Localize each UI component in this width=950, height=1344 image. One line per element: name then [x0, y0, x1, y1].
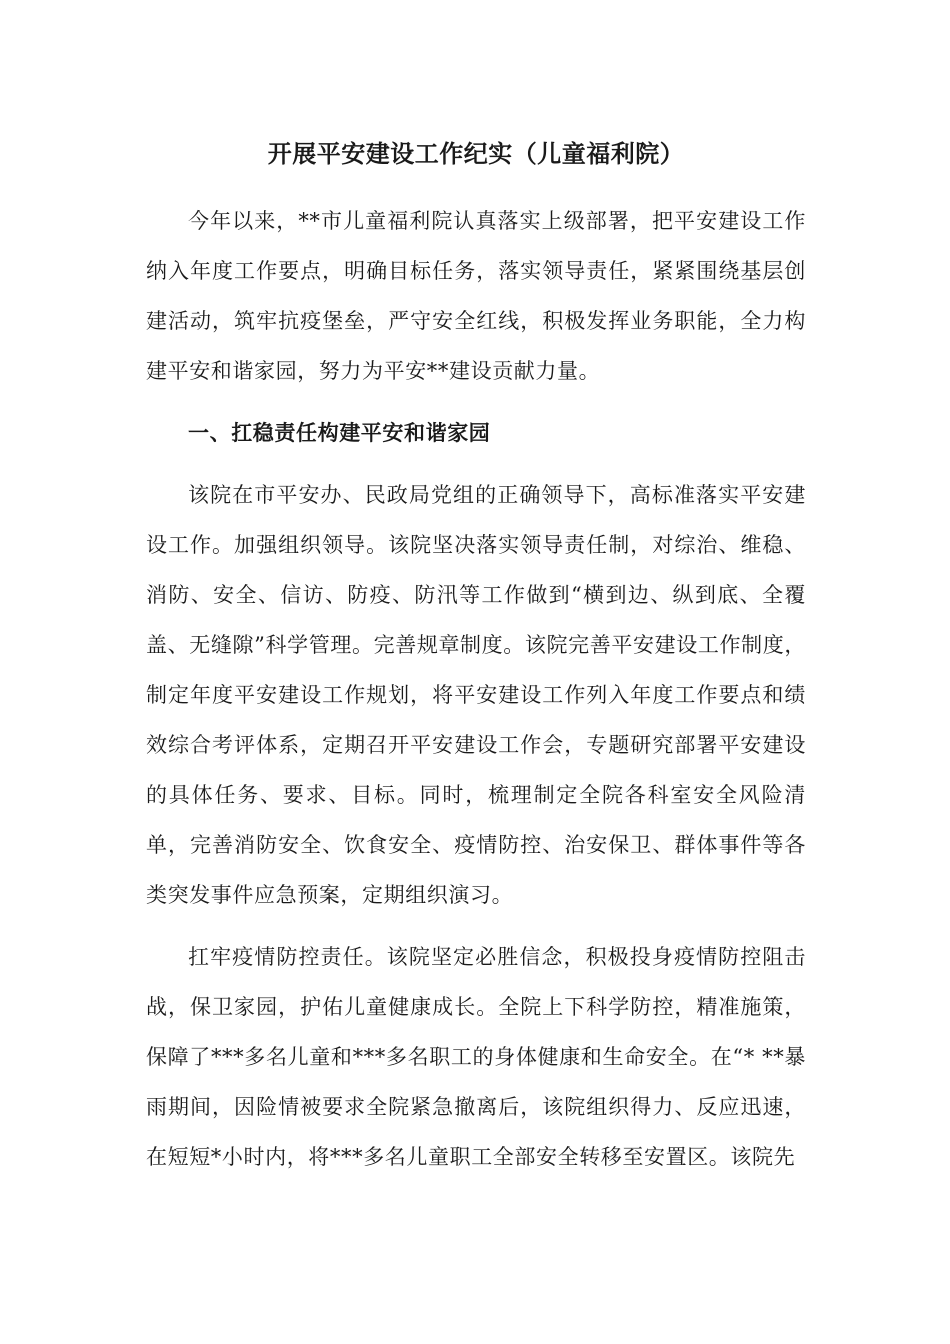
- section-1-paragraph-2: 扛牢疫情防控责任。该院坚定必胜信念，积极投身疫情防控阻击战，保卫家园，护佑儿童健康成长。全院上下科学防控，精准施策，保障了***多名儿童和***多名职工的身体健康和生命安全。在“* **暴雨期间，因险情被要求全院紧急撤离后，该院组织得力、反应迅速，在短短*小时内，将***多名儿童职工全部安全转移至安置区。该院先: [146, 945, 806, 1169]
- section-1-heading: 一、扛稳责任构建平安和谐家园: [188, 420, 491, 445]
- document-body: [146, 136, 806, 1194]
- intro-paragraph: 今年以来，**市儿童福利院认真落实上级部署，把平安建设工作纳入年度工作要点，明确目标任务，落实领导责任，紧紧围绕基层创建活动，筑牢抗疫堡垒，严守安全红线，积极发挥业务职能，全力构建平安和谐家园，努力为平安**建设贡献力量。: [146, 209, 806, 383]
- section-1-paragraph-1: 该院在市平安办、民政局党组的正确领导下，高标准落实平安建设工作。加强组织领导。该院坚决落实领导责任制，对综治、维稳、消防、安全、信访、防疫、防汛等工作做到“横到边、纵到底、全覆盖、无缝隙”科学管理。完善规章制度。该院完善平安建设工作制度，制定年度平安建设工作规划，将平安建设工作列入年度工作要点和绩效综合考评体系，定期召开平安建设工作会，专题研究部署平安建设的具体任务、要求、目标。同时，梳理制定全院各科室安全风险清单，完善消防安全、饮食安全、疫情防控、治安保卫、群体事件等各类突发事件应急预案，定期组织演习。: [146, 483, 806, 907]
- document-title: 开展平安建设工作纪实（儿童福利院）: [267, 139, 685, 168]
